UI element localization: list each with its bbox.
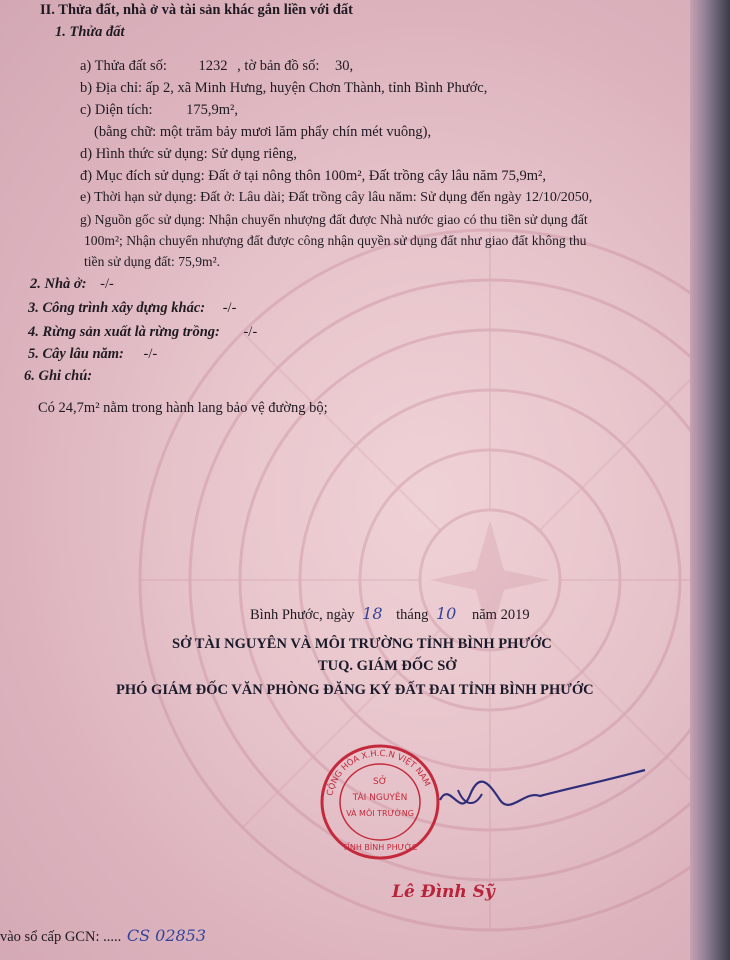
area-value: 175,9m², bbox=[186, 102, 238, 118]
signature bbox=[430, 760, 650, 830]
date-year: năm 2019 bbox=[471, 607, 530, 623]
construction-value: -/- bbox=[222, 300, 237, 316]
parcel-label: a) Thửa đất số: bbox=[80, 58, 167, 74]
date-month: 10 bbox=[436, 604, 457, 623]
construction-label: 3. Công trình xây dựng khác: bbox=[28, 300, 206, 316]
area-in-words: (bằng chữ: một trăm bảy mươi lăm phẩy chín mét vuông), bbox=[94, 124, 432, 140]
department-title: SỞ TÀI NGUYÊN VÀ MÔI TRƯỜNG TỈNH BÌNH PHƯỚC bbox=[172, 636, 552, 652]
date-month-label: tháng bbox=[396, 607, 429, 623]
origin-line-3: tiền sử dụng đất: 75,9m². bbox=[84, 254, 221, 269]
date-prefix: Bình Phước, ngày bbox=[250, 607, 355, 623]
house-row bbox=[30, 276, 114, 293]
stamp-center-1: SỞ bbox=[373, 777, 387, 787]
stamp-bottom-text: TỈNH BÌNH PHƯỚC bbox=[342, 843, 418, 852]
official-stamp bbox=[318, 742, 442, 862]
registry-number: CS 02853 bbox=[126, 926, 207, 945]
house-label: 2. Nhà ở: bbox=[30, 276, 87, 292]
next-page-edge bbox=[690, 0, 730, 960]
forest-row bbox=[28, 324, 257, 341]
construction-row bbox=[28, 300, 236, 317]
use-purpose: đ) Mục đích sử dụng: Đất ở tại nông thôn 100m², Đất trồng cây lâu năm 75,9m², bbox=[80, 168, 546, 184]
date-day: 18 bbox=[362, 604, 383, 623]
map-sheet-label: , tờ bản đồ số: bbox=[237, 58, 320, 74]
parcel-number: 1232 bbox=[198, 58, 228, 74]
registry-label: vào sổ cấp GCN: ..... bbox=[0, 929, 122, 945]
perennial-label: 5. Cây lâu năm: bbox=[28, 346, 124, 362]
map-sheet-number: 30, bbox=[334, 58, 354, 74]
forest-value: -/- bbox=[243, 324, 258, 340]
section-title: II. Thửa đất, nhà ở và tài sản khác gắn liền với đất bbox=[40, 2, 353, 18]
address: b) Địa chỉ: ấp 2, xã Minh Hưng, huyện Chơn Thành, tỉnh Bình Phước, bbox=[80, 80, 488, 96]
stamp-center-3: VÀ MÔI TRƯỜNG bbox=[346, 809, 414, 818]
forest-label: 4. Rừng sản xuất là rừng trồng: bbox=[28, 324, 220, 340]
house-value: -/- bbox=[100, 276, 114, 292]
notes-label: 6. Ghi chú: bbox=[24, 368, 93, 384]
origin-line-2: 100m²; Nhận chuyển nhượng đất được công nhận quyền sử dụng đất như giao đất không thu bbox=[84, 233, 587, 248]
position-title: PHÓ GIÁM ĐỐC VĂN PHÒNG ĐĂNG KÝ ĐẤT ĐAI TỈNH BÌNH PHƯỚC bbox=[116, 682, 594, 698]
perennial-value: -/- bbox=[143, 346, 158, 362]
origin-line-1: g) Nguồn gốc sử dụng: Nhận chuyển nhượng đất được Nhà nước giao có thu tiền sử dụng đất bbox=[80, 212, 588, 227]
on-behalf-title: TUQ. GIÁM ĐỐC SỞ bbox=[318, 658, 457, 674]
parcel-row bbox=[80, 58, 353, 75]
land-heading: 1. Thửa đất bbox=[55, 24, 125, 40]
notes-text: Có 24,7m² nằm trong hành lang bảo vệ đường bộ; bbox=[38, 400, 328, 416]
signing-date bbox=[250, 604, 530, 624]
use-form: d) Hình thức sử dụng: Sử dụng riêng, bbox=[80, 146, 297, 162]
stamp-center-2: TÀI NGUYÊN bbox=[352, 793, 408, 803]
signer-name: Lê Đình Sỹ bbox=[392, 882, 495, 902]
stamp-ring-text: CỘNG HÒA X.H.C.N VIỆT NAM bbox=[325, 748, 432, 797]
registry-row bbox=[0, 926, 206, 946]
area-row bbox=[80, 102, 238, 119]
perennial-row bbox=[28, 346, 157, 363]
area-label: c) Diện tích: bbox=[80, 102, 153, 118]
use-term: e) Thời hạn sử dụng: Đất ở: Lâu dài; Đất trồng cây lâu năm: Sử dụng đến ngày 12/10/2050, bbox=[80, 190, 593, 205]
